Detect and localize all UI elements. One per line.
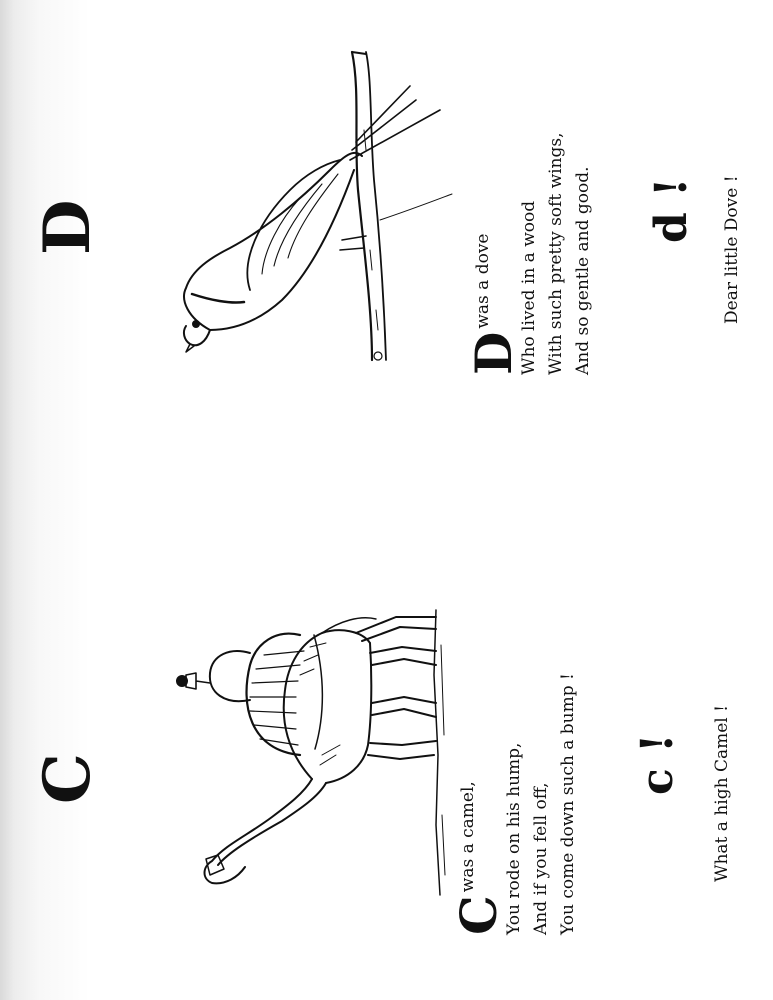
dove-verse bbox=[464, 132, 597, 375]
camel-big-letter: C bbox=[30, 753, 105, 804]
dove-verse-dropcap: D bbox=[464, 331, 523, 375]
dove-illustration bbox=[140, 50, 460, 370]
camel-caption: What a high Camel ! bbox=[712, 705, 732, 882]
camel-illustration bbox=[100, 605, 450, 905]
camel-verse-line-1: was a camel, bbox=[458, 781, 478, 893]
camel-verse-line-3: And if you fell off, bbox=[531, 782, 551, 935]
dove-big-letter: D bbox=[30, 199, 105, 255]
camel-verse bbox=[449, 673, 582, 935]
camel-verse-dropcap: C bbox=[449, 895, 508, 935]
dove-caption: Dear little Dove ! bbox=[722, 175, 742, 324]
dove-verse-line-3: With such pretty soft wings, bbox=[546, 132, 566, 375]
dove-verse-line-1: was a dove bbox=[473, 233, 493, 329]
camel-small-letter: c ! bbox=[632, 733, 683, 795]
dove-verse-line-4: And so gentle and good. bbox=[573, 166, 593, 375]
dove-verse-line-2: Who lived in a wood bbox=[519, 200, 539, 375]
camel-verse-line-4: You come down such a bump ! bbox=[558, 673, 578, 935]
dove-small-letter: d ! bbox=[646, 177, 697, 243]
camel-verse-line-2: You rode on his hump, bbox=[504, 742, 524, 935]
